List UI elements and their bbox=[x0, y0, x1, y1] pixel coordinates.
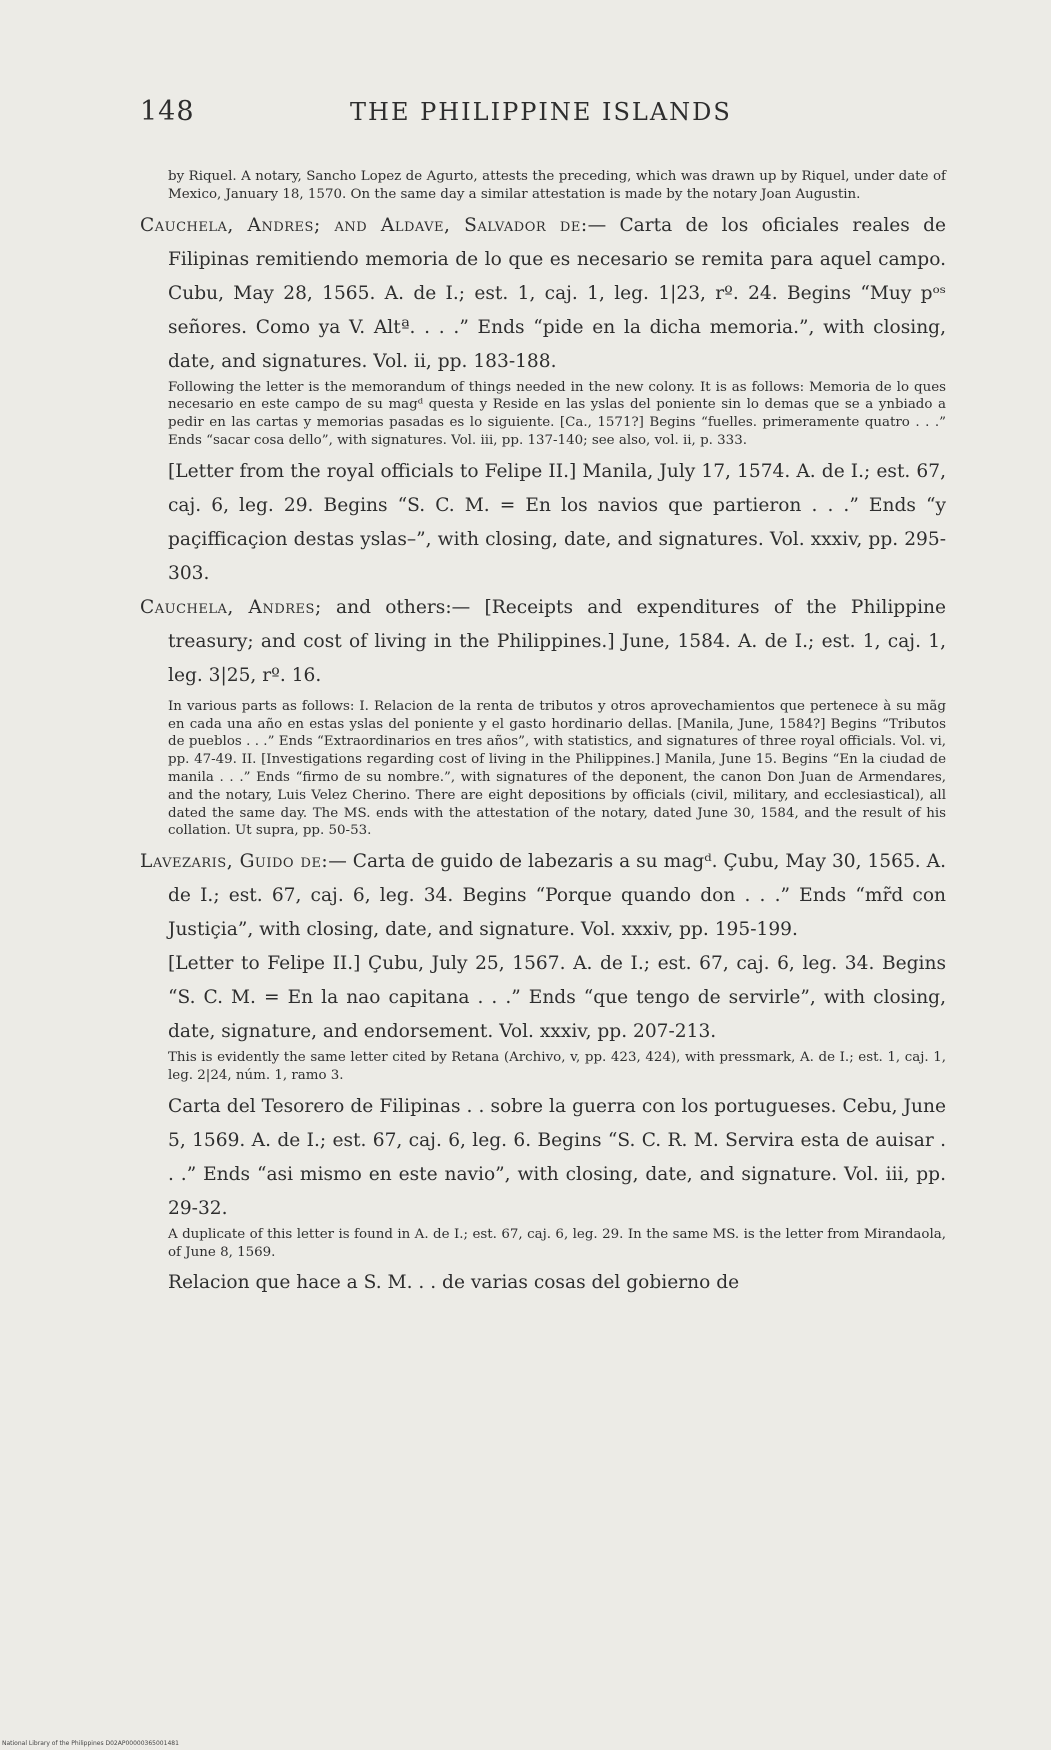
note-memorandum: Following the letter is the memorandum of things needed in the new colony. It is as follows: Memoria de lo ques necesario en este campo de su magᵈ questa y Reside en las yslas del poniente sin lo demas que se a ynbiado a pedir en las cartas y memorias pasadas es lo siguiente. [Ca., 1571?] Begins “fuelles. primeramente quatro . . .” Ends “sacar cosa dello”, with signatures. Vol. iii, pp. 137-140; see also, vol. ii, p. 333. bbox=[168, 379, 946, 448]
entry-text: — Carta de guido de labezaris a su magᵈ. Çubu, May 30, 1565. A. de I.; est. 67, caj. 6, leg. 34. Begins “Porque quando don . . .” Ends “mr̃d con Justiçia”, with closing, date, and signature. Vol. xxxiv, pp. 195-199. bbox=[168, 851, 946, 941]
entry-tesorero: Carta del Tesorero de Filipinas . . sobre la guerra con los portugueses. Cebu, June 5, 1569. A. de I.; est. 67, caj. 6, leg. 6. Begins “S. C. R. M. Servira esta de auisar . . .” Ends “asi mismo en este navio”, with closing, date, and signature. Vol. iii, pp. 29-32. bbox=[168, 1095, 946, 1219]
entry-lavezaris bbox=[140, 845, 946, 947]
page-number: 148 bbox=[140, 96, 195, 127]
bibliography-text bbox=[140, 168, 946, 1300]
entry-author: Lavezaris, Guido de: bbox=[140, 851, 329, 873]
entry-author: Cauchela, Andres; bbox=[140, 596, 322, 618]
entry-author: Cauchela, Andres; and Aldave, Salvador de: bbox=[140, 214, 588, 236]
entry-cauchela-others bbox=[140, 591, 946, 693]
entry-relacion: Relacion que hace a S. M. . . de varias cosas del gobierno de bbox=[168, 1272, 740, 1294]
note-riquel-attestation: by Riquel. A notary, Sancho Lopez de Agurto, attests the preceding, which was drawn up by Riquel, under date of Mexico, January 18, 1570. On the same day a similar attestation is made by the notary Joan Augustin. bbox=[168, 169, 946, 202]
entry-cauchela-aldave bbox=[140, 209, 946, 379]
page-header bbox=[140, 96, 940, 136]
note-duplicate: A duplicate of this letter is found in A. de I.; est. 67, caj. 6, leg. 29. In the same MS. is the letter from Mirandaola, of June 8, 1569. bbox=[168, 1226, 946, 1260]
entry-text: — Carta de los oficiales reales de Filipinas remitiendo memoria de lo que es necesario se remita para aquel campo. Cubu, May 28, 1565. A. de I.; est. 1, caj. 1, leg. 1|23, rº. 24. Begins “Muy pᵒˢ señores. Como ya V. Altª. . . .” Ends “pide en la dicha memoria.”, with closing, date, and signatures. Vol. ii, pp. 183-188. bbox=[168, 214, 946, 372]
entry-text: and others:— [Receipts and expenditures of the Philippine treasury; and cost of living in the Philippines.] June, 1584. A. de I.; est. 1, caj. 1, leg. 3|25, rº. 16. bbox=[168, 596, 946, 686]
running-title: THE PHILIPPINE ISLANDS bbox=[350, 98, 732, 126]
entry-letter-1574: [Letter from the royal officials to Felipe II.] Manila, July 17, 1574. A. de I.; est. 67, caj. 6, leg. 29. Begins “S. C. M. = En los navios que partieron . . .” Ends “y paçifficaçion destas yslas–”, with closing, date, and signatures. Vol. xxxiv, pp. 295-303. bbox=[168, 460, 946, 584]
scan-footer: National Library of the Philippines D02AP00000365001481 bbox=[2, 1740, 179, 1747]
note-retana: This is evidently the same letter cited by Retana (Archivo, v, pp. 423, 424), with pressmark, A. de I.; est. 1, caj. 1, leg. 2|24, núm. 1, ramo 3. bbox=[168, 1050, 946, 1083]
entry-letter-1567: [Letter to Felipe II.] Çubu, July 25, 1567. A. de I.; est. 67, caj. 6, leg. 34. Begins “S. C. M. = En la nao capitana . . .” Ends “que tengo de servirle”, with closing, date, signature, and endorsement. Vol. xxxiv, pp. 207-213. bbox=[168, 953, 946, 1043]
note-treasury-parts: In various parts as follows: I. Relacion de la renta de tributos y otros aprovechamientos que pertenece à su mãg en cada una año en estas yslas del poniente y el gasto hordinario dellas. [Manila, June, 1584?] Begins “Tributos de pueblos . . .” Ends “Extraordinarios en tres años”, with statistics, and signatures of three royal officials. Vol. vi, pp. 47-49. II. [Investigations regarding cost of living in the Philippines.] Manila, June 15. Begins “En la ciudad de manila . . .” Ends “firmo de su nombre.”, with signatures of the deponent, the canon Don Juan de Armendares, and the notary, Luis Velez Cherino. There are eight depositions by officials (civil, military, and ecclesiastical), all dated the same day. The MS. ends with the attestation of the notary, dated June 30, 1584, and the result of his collation. Ut supra, pp. 50-53. bbox=[168, 698, 946, 839]
